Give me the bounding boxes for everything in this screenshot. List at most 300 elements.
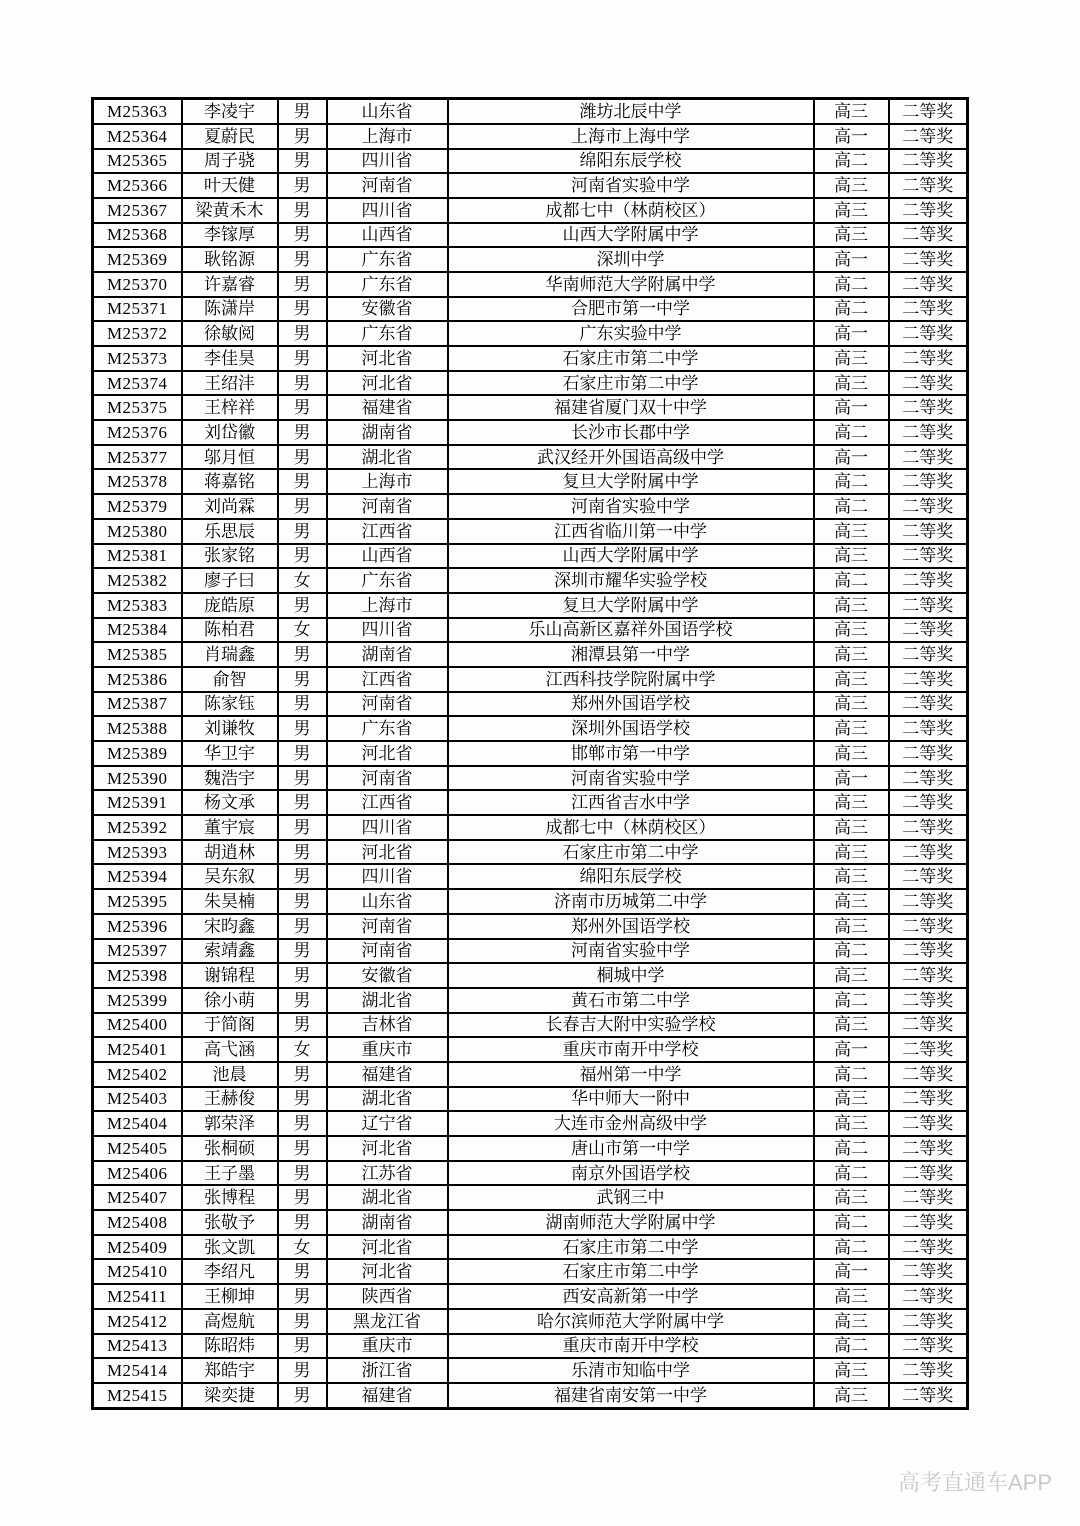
cell-student-id: M25393: [93, 840, 182, 865]
cell-student-id: M25388: [93, 716, 182, 741]
cell-grade: 高二: [814, 1136, 889, 1161]
cell-student-id: M25385: [93, 642, 182, 667]
cell-school: 唐山市第一中学: [448, 1136, 814, 1161]
cell-name: 刘岱徽: [182, 420, 278, 445]
table-row: [93, 1358, 968, 1383]
cell-award: 二等奖: [889, 1087, 968, 1112]
cell-province: 河南省: [327, 914, 448, 939]
cell-province: 福建省: [327, 1062, 448, 1087]
cell-gender: 男: [278, 988, 327, 1013]
cell-gender: 男: [278, 1334, 327, 1359]
cell-school: 深圳中学: [448, 247, 814, 272]
cell-school: 武钢三中: [448, 1185, 814, 1210]
cell-student-id: M25368: [93, 223, 182, 248]
cell-school: 郑州外国语学校: [448, 692, 814, 717]
table-row: [93, 272, 968, 297]
cell-student-id: M25383: [93, 593, 182, 618]
cell-grade: 高一: [814, 1037, 889, 1062]
cell-award: 二等奖: [889, 1062, 968, 1087]
cell-name: 肖瑞鑫: [182, 642, 278, 667]
cell-student-id: M25387: [93, 692, 182, 717]
table-row: [93, 544, 968, 569]
cell-award: 二等奖: [889, 642, 968, 667]
cell-school: 石家庄市第二中学: [448, 840, 814, 865]
cell-grade: 高二: [814, 939, 889, 964]
table-row: [93, 593, 968, 618]
cell-grade: 高三: [814, 963, 889, 988]
cell-province: 广东省: [327, 568, 448, 593]
cell-student-id: M25397: [93, 939, 182, 964]
cell-grade: 高二: [814, 568, 889, 593]
table-row: [93, 1185, 968, 1210]
cell-student-id: M25389: [93, 741, 182, 766]
cell-gender: 女: [278, 1235, 327, 1260]
cell-award: 二等奖: [889, 790, 968, 815]
cell-student-id: M25372: [93, 321, 182, 346]
cell-award: 二等奖: [889, 173, 968, 198]
cell-gender: 男: [278, 1111, 327, 1136]
cell-gender: 男: [278, 1062, 327, 1087]
cell-school: 华中师大一附中: [448, 1087, 814, 1112]
cell-award: 二等奖: [889, 445, 968, 470]
cell-name: 梁黄禾木: [182, 198, 278, 223]
cell-award: 二等奖: [889, 99, 968, 124]
table-row: [93, 371, 968, 396]
cell-gender: 男: [278, 1259, 327, 1284]
cell-province: 四川省: [327, 618, 448, 643]
cell-name: 李镓厚: [182, 223, 278, 248]
cell-gender: 男: [278, 667, 327, 692]
cell-school: 长沙市长郡中学: [448, 420, 814, 445]
cell-award: 二等奖: [889, 963, 968, 988]
cell-name: 魏浩宇: [182, 766, 278, 791]
table-row: [93, 1383, 968, 1409]
cell-award: 二等奖: [889, 692, 968, 717]
cell-school: 桐城中学: [448, 963, 814, 988]
cell-school: 成都七中（林荫校区）: [448, 815, 814, 840]
cell-school: 邯郸市第一中学: [448, 741, 814, 766]
cell-award: 二等奖: [889, 1210, 968, 1235]
cell-grade: 高二: [814, 272, 889, 297]
cell-student-id: M25374: [93, 371, 182, 396]
table-row: [93, 1087, 968, 1112]
cell-name: 梁奕捷: [182, 1383, 278, 1409]
cell-school: 福建省厦门双十中学: [448, 395, 814, 420]
cell-grade: 高二: [814, 1334, 889, 1359]
cell-award: 二等奖: [889, 321, 968, 346]
cell-student-id: M25396: [93, 914, 182, 939]
cell-gender: 男: [278, 593, 327, 618]
cell-school: 成都七中（林荫校区）: [448, 198, 814, 223]
cell-province: 湖北省: [327, 445, 448, 470]
cell-student-id: M25403: [93, 1087, 182, 1112]
cell-student-id: M25414: [93, 1358, 182, 1383]
table-row: [93, 420, 968, 445]
cell-award: 二等奖: [889, 395, 968, 420]
cell-name: 陈潇岸: [182, 297, 278, 322]
cell-grade: 高三: [814, 1358, 889, 1383]
table-row: [93, 889, 968, 914]
cell-name: 王赫俊: [182, 1087, 278, 1112]
cell-school: 武汉经开外国语高级中学: [448, 445, 814, 470]
cell-student-id: M25407: [93, 1185, 182, 1210]
cell-grade: 高三: [814, 1309, 889, 1334]
cell-school: 上海市上海中学: [448, 124, 814, 149]
award-table-body: [93, 99, 968, 1409]
cell-name: 陈柏君: [182, 618, 278, 643]
cell-gender: 男: [278, 519, 327, 544]
cell-gender: 男: [278, 371, 327, 396]
cell-school: 石家庄市第二中学: [448, 1235, 814, 1260]
cell-school: 江西科技学院附属中学: [448, 667, 814, 692]
cell-student-id: M25364: [93, 124, 182, 149]
cell-gender: 女: [278, 568, 327, 593]
cell-gender: 男: [278, 741, 327, 766]
cell-province: 四川省: [327, 198, 448, 223]
cell-student-id: M25406: [93, 1161, 182, 1186]
cell-gender: 男: [278, 766, 327, 791]
cell-name: 耿铭源: [182, 247, 278, 272]
cell-award: 二等奖: [889, 1358, 968, 1383]
cell-school: 河南省实验中学: [448, 939, 814, 964]
cell-award: 二等奖: [889, 519, 968, 544]
cell-student-id: M25390: [93, 766, 182, 791]
cell-grade: 高三: [814, 741, 889, 766]
cell-name: 周子骁: [182, 149, 278, 174]
cell-grade: 高三: [814, 889, 889, 914]
cell-province: 四川省: [327, 149, 448, 174]
cell-province: 山西省: [327, 223, 448, 248]
cell-student-id: M25408: [93, 1210, 182, 1235]
cell-name: 王绍沣: [182, 371, 278, 396]
cell-school: 江西省吉水中学: [448, 790, 814, 815]
cell-grade: 高三: [814, 790, 889, 815]
cell-student-id: M25367: [93, 198, 182, 223]
cell-name: 胡逍林: [182, 840, 278, 865]
cell-province: 湖南省: [327, 1210, 448, 1235]
cell-student-id: M25392: [93, 815, 182, 840]
cell-province: 河南省: [327, 173, 448, 198]
table-row: [93, 667, 968, 692]
table-row: [93, 149, 968, 174]
cell-award: 二等奖: [889, 667, 968, 692]
cell-gender: 男: [278, 272, 327, 297]
cell-student-id: M25370: [93, 272, 182, 297]
cell-school: 江西省临川第一中学: [448, 519, 814, 544]
cell-student-id: M25412: [93, 1309, 182, 1334]
table-row: [93, 99, 968, 124]
cell-grade: 高二: [814, 420, 889, 445]
cell-school: 绵阳东辰学校: [448, 149, 814, 174]
cell-province: 河南省: [327, 692, 448, 717]
cell-gender: 男: [278, 889, 327, 914]
cell-name: 刘尚霖: [182, 494, 278, 519]
cell-province: 安徽省: [327, 963, 448, 988]
cell-award: 二等奖: [889, 1037, 968, 1062]
cell-name: 乐思辰: [182, 519, 278, 544]
cell-student-id: M25371: [93, 297, 182, 322]
cell-province: 江西省: [327, 667, 448, 692]
cell-grade: 高二: [814, 469, 889, 494]
cell-gender: 男: [278, 494, 327, 519]
cell-province: 河南省: [327, 766, 448, 791]
cell-province: 广东省: [327, 247, 448, 272]
award-winners-table: [91, 97, 969, 1410]
cell-name: 叶天健: [182, 173, 278, 198]
cell-award: 二等奖: [889, 618, 968, 643]
cell-name: 徐敏阅: [182, 321, 278, 346]
cell-province: 河北省: [327, 1136, 448, 1161]
cell-gender: 男: [278, 1383, 327, 1409]
cell-province: 江西省: [327, 790, 448, 815]
cell-student-id: M25386: [93, 667, 182, 692]
cell-grade: 高一: [814, 247, 889, 272]
cell-gender: 男: [278, 1358, 327, 1383]
cell-name: 蒋嘉铭: [182, 469, 278, 494]
cell-name: 高煜航: [182, 1309, 278, 1334]
cell-school: 山西大学附属中学: [448, 223, 814, 248]
cell-award: 二等奖: [889, 247, 968, 272]
cell-name: 徐小萌: [182, 988, 278, 1013]
cell-grade: 高二: [814, 494, 889, 519]
cell-award: 二等奖: [889, 864, 968, 889]
cell-name: 谢锦程: [182, 963, 278, 988]
cell-school: 山西大学附属中学: [448, 544, 814, 569]
cell-grade: 高三: [814, 667, 889, 692]
table-row: [93, 297, 968, 322]
cell-gender: 男: [278, 939, 327, 964]
cell-grade: 高三: [814, 914, 889, 939]
cell-student-id: M25410: [93, 1259, 182, 1284]
cell-grade: 高三: [814, 519, 889, 544]
cell-province: 上海市: [327, 593, 448, 618]
cell-grade: 高三: [814, 1284, 889, 1309]
cell-name: 俞智: [182, 667, 278, 692]
cell-gender: 男: [278, 346, 327, 371]
cell-award: 二等奖: [889, 198, 968, 223]
cell-name: 陈昭炜: [182, 1334, 278, 1359]
cell-school: 绵阳东辰学校: [448, 864, 814, 889]
cell-name: 王柳坤: [182, 1284, 278, 1309]
cell-grade: 高三: [814, 371, 889, 396]
cell-province: 湖南省: [327, 420, 448, 445]
table-row: [93, 1037, 968, 1062]
table-row: [93, 642, 968, 667]
cell-grade: 高一: [814, 766, 889, 791]
cell-gender: 男: [278, 544, 327, 569]
cell-school: 福建省南安第一中学: [448, 1383, 814, 1409]
table-row: [93, 395, 968, 420]
table-row: [93, 445, 968, 470]
table-row: [93, 1334, 968, 1359]
cell-award: 二等奖: [889, 1259, 968, 1284]
table-row: [93, 124, 968, 149]
table-row: [93, 1111, 968, 1136]
cell-gender: 男: [278, 716, 327, 741]
cell-grade: 高三: [814, 223, 889, 248]
cell-school: 乐清市知临中学: [448, 1358, 814, 1383]
cell-award: 二等奖: [889, 124, 968, 149]
cell-name: 张博程: [182, 1185, 278, 1210]
cell-student-id: M25379: [93, 494, 182, 519]
cell-student-id: M25366: [93, 173, 182, 198]
table-row: [93, 1062, 968, 1087]
cell-gender: 男: [278, 1013, 327, 1038]
cell-school: 长春吉大附中实验学校: [448, 1013, 814, 1038]
cell-student-id: M25405: [93, 1136, 182, 1161]
cell-award: 二等奖: [889, 593, 968, 618]
cell-name: 张桐硕: [182, 1136, 278, 1161]
cell-province: 湖北省: [327, 988, 448, 1013]
cell-gender: 男: [278, 1309, 327, 1334]
cell-province: 湖南省: [327, 642, 448, 667]
cell-province: 河北省: [327, 741, 448, 766]
cell-school: 福州第一中学: [448, 1062, 814, 1087]
cell-grade: 高三: [814, 815, 889, 840]
cell-student-id: M25376: [93, 420, 182, 445]
cell-province: 上海市: [327, 469, 448, 494]
cell-school: 南京外国语学校: [448, 1161, 814, 1186]
cell-name: 高弋涵: [182, 1037, 278, 1062]
cell-province: 福建省: [327, 395, 448, 420]
cell-school: 石家庄市第二中学: [448, 346, 814, 371]
cell-grade: 高三: [814, 716, 889, 741]
cell-gender: 男: [278, 1210, 327, 1235]
cell-student-id: M25394: [93, 864, 182, 889]
cell-name: 朱昊楠: [182, 889, 278, 914]
watermark-text: 高考直通车APP: [898, 1470, 1053, 1495]
cell-gender: 男: [278, 840, 327, 865]
table-row: [93, 1136, 968, 1161]
table-row: [93, 618, 968, 643]
cell-province: 江西省: [327, 519, 448, 544]
cell-province: 河北省: [327, 840, 448, 865]
cell-school: 深圳外国语学校: [448, 716, 814, 741]
cell-name: 张敬予: [182, 1210, 278, 1235]
cell-gender: 男: [278, 297, 327, 322]
cell-grade: 高一: [814, 1259, 889, 1284]
cell-award: 二等奖: [889, 1334, 968, 1359]
cell-grade: 高三: [814, 1087, 889, 1112]
table-row: [93, 1161, 968, 1186]
cell-name: 廖子曰: [182, 568, 278, 593]
table-row: [93, 1013, 968, 1038]
cell-gender: 男: [278, 864, 327, 889]
cell-award: 二等奖: [889, 568, 968, 593]
cell-award: 二等奖: [889, 494, 968, 519]
cell-province: 江苏省: [327, 1161, 448, 1186]
cell-school: 乐山高新区嘉祥外国语学校: [448, 618, 814, 643]
cell-award: 二等奖: [889, 469, 968, 494]
cell-province: 山东省: [327, 889, 448, 914]
cell-school: 重庆市南开中学校: [448, 1037, 814, 1062]
cell-school: 哈尔滨师范大学附属中学: [448, 1309, 814, 1334]
cell-province: 重庆市: [327, 1037, 448, 1062]
cell-award: 二等奖: [889, 420, 968, 445]
cell-student-id: M25377: [93, 445, 182, 470]
cell-name: 李佳昊: [182, 346, 278, 371]
cell-student-id: M25391: [93, 790, 182, 815]
cell-grade: 高三: [814, 544, 889, 569]
table-row: [93, 766, 968, 791]
cell-award: 二等奖: [889, 815, 968, 840]
table-row: [93, 741, 968, 766]
cell-student-id: M25404: [93, 1111, 182, 1136]
cell-province: 广东省: [327, 716, 448, 741]
cell-gender: 男: [278, 963, 327, 988]
table-row: [93, 198, 968, 223]
cell-school: 河南省实验中学: [448, 494, 814, 519]
cell-grade: 高三: [814, 840, 889, 865]
cell-award: 二等奖: [889, 1161, 968, 1186]
cell-grade: 高二: [814, 988, 889, 1013]
cell-school: 深圳市耀华实验学校: [448, 568, 814, 593]
cell-student-id: M25382: [93, 568, 182, 593]
cell-school: 潍坊北辰中学: [448, 99, 814, 124]
cell-school: 大连市金州高级中学: [448, 1111, 814, 1136]
cell-award: 二等奖: [889, 716, 968, 741]
cell-grade: 高三: [814, 198, 889, 223]
cell-province: 河南省: [327, 494, 448, 519]
cell-province: 广东省: [327, 272, 448, 297]
cell-school: 复旦大学附属中学: [448, 593, 814, 618]
cell-grade: 高三: [814, 346, 889, 371]
cell-student-id: M25401: [93, 1037, 182, 1062]
cell-province: 四川省: [327, 815, 448, 840]
table-row: [93, 1210, 968, 1235]
cell-gender: 男: [278, 914, 327, 939]
cell-name: 张家铭: [182, 544, 278, 569]
cell-gender: 男: [278, 445, 327, 470]
cell-gender: 男: [278, 1161, 327, 1186]
cell-grade: 高三: [814, 1111, 889, 1136]
cell-gender: 男: [278, 99, 327, 124]
cell-gender: 男: [278, 1185, 327, 1210]
cell-name: 刘谦牧: [182, 716, 278, 741]
cell-gender: 男: [278, 247, 327, 272]
cell-student-id: M25375: [93, 395, 182, 420]
cell-name: 许嘉睿: [182, 272, 278, 297]
cell-student-id: M25411: [93, 1284, 182, 1309]
cell-grade: 高三: [814, 173, 889, 198]
table-row: [93, 914, 968, 939]
table-row: [93, 692, 968, 717]
cell-grade: 高三: [814, 642, 889, 667]
cell-award: 二等奖: [889, 1111, 968, 1136]
cell-province: 河北省: [327, 1235, 448, 1260]
table-row: [93, 247, 968, 272]
cell-name: 庞皓原: [182, 593, 278, 618]
cell-province: 河北省: [327, 371, 448, 396]
cell-grade: 高二: [814, 1210, 889, 1235]
cell-grade: 高二: [814, 1062, 889, 1087]
cell-name: 李绍凡: [182, 1259, 278, 1284]
cell-name: 夏蔚民: [182, 124, 278, 149]
table-row: [93, 1259, 968, 1284]
cell-grade: 高一: [814, 395, 889, 420]
cell-school: 济南市历城第二中学: [448, 889, 814, 914]
cell-school: 黄石市第二中学: [448, 988, 814, 1013]
cell-gender: 男: [278, 198, 327, 223]
cell-student-id: M25402: [93, 1062, 182, 1087]
cell-grade: 高三: [814, 593, 889, 618]
cell-grade: 高三: [814, 1013, 889, 1038]
cell-award: 二等奖: [889, 741, 968, 766]
cell-grade: 高三: [814, 99, 889, 124]
cell-student-id: M25363: [93, 99, 182, 124]
cell-province: 辽宁省: [327, 1111, 448, 1136]
cell-school: 石家庄市第二中学: [448, 371, 814, 396]
